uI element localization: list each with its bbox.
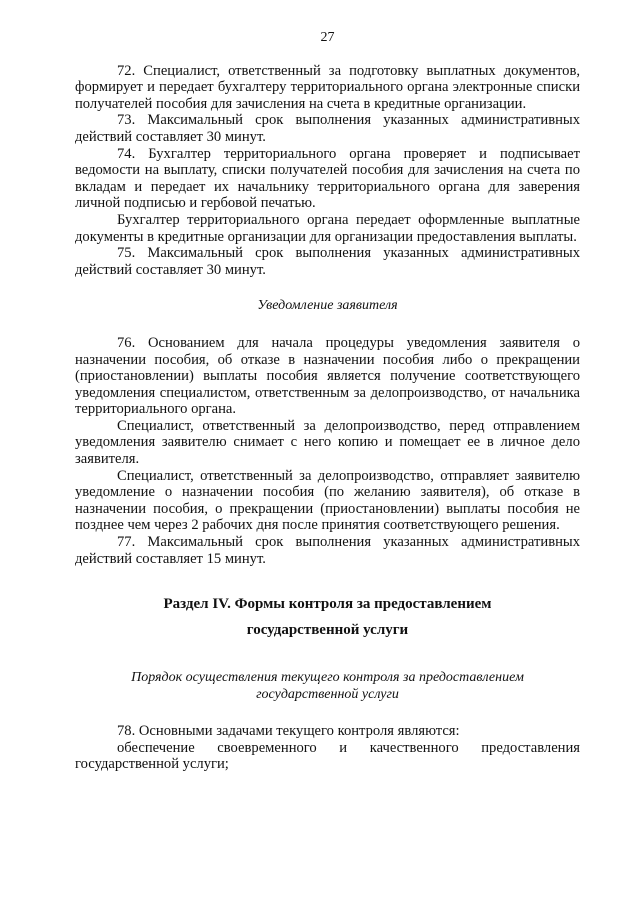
paragraph-75: 75. Максимальный срок выполнения указанных административных действий составляет 30 минут. bbox=[75, 245, 580, 278]
page-number: 27 bbox=[320, 30, 335, 45]
subheading-applicant-notification: Уведомление заявителя bbox=[257, 298, 398, 314]
paragraph-77: 77. Максимальный срок выполнения указанных административных действий составляет 15 минут. bbox=[75, 534, 580, 567]
document-page bbox=[75, 30, 580, 773]
subheading-current-control bbox=[75, 669, 580, 703]
paragraph-copy: Специалист, ответственный за делопроизводство, перед отправлением уведомления заявителю снимает с него копию и помещает ее в личное дело заявителя. bbox=[75, 417, 580, 468]
paragraph-73: 73. Максимальный срок выполнения указанных административных действий составляет 30 минут. bbox=[75, 112, 580, 145]
section-title-line-1: Раздел IV. Формы контроля за предоставлением bbox=[163, 596, 492, 613]
section-title-line-2: государственной услуги bbox=[246, 622, 409, 639]
paragraph-accountant: Бухгалтер территориального органа передает оформленные выплатные документы в кредитные организации для организации предоставления выплаты. bbox=[75, 211, 580, 245]
paragraph-78: 78. Основными задачами текущего контроля являются: bbox=[117, 723, 460, 740]
subheading-current-control-line-1: Порядок осуществления текущего контроля за предоставлением bbox=[131, 670, 524, 686]
paragraph-74: 74. Бухгалтер территориального органа проверяет и подписывает ведомости на выплату, списки получателей пособия для зачисления на счета по вкладам и передает их начальнику территориального органа для заверения личной подписью и гербовой печатью. bbox=[75, 145, 580, 212]
paragraph-send-notice: Специалист, ответственный за делопроизводство, отправляет заявителю уведомление о назначении пособия (по желанию заявителя), об отказе в назначении пособия, о прекращении (приостановлении) выплаты пособия не позднее чем через 2 рабочих дня после принятия соответствующего решения. bbox=[75, 467, 580, 534]
subheading-current-control-line-2: государственной услуги bbox=[256, 687, 399, 703]
paragraph-timely-quality: обеспечение своевременного и качественного предоставления государственной услуги; bbox=[75, 739, 580, 773]
paragraph-72: 72. Специалист, ответственный за подготовку выплатных документов, формирует и передает бухгалтеру территориального органа электронные списки получателей пособия для зачисления на счета в кредитные организации. bbox=[75, 62, 580, 112]
paragraph-76: 76. Основанием для начала процедуры уведомления заявителя о назначении пособия, об отказе в назначении пособия либо о прекращении (приостановлении) выплаты пособия является получение соответствующего уведомления специалистом, ответственным за делопроизводство, от начальника территориального органа. bbox=[75, 334, 580, 418]
section-title bbox=[75, 591, 580, 643]
